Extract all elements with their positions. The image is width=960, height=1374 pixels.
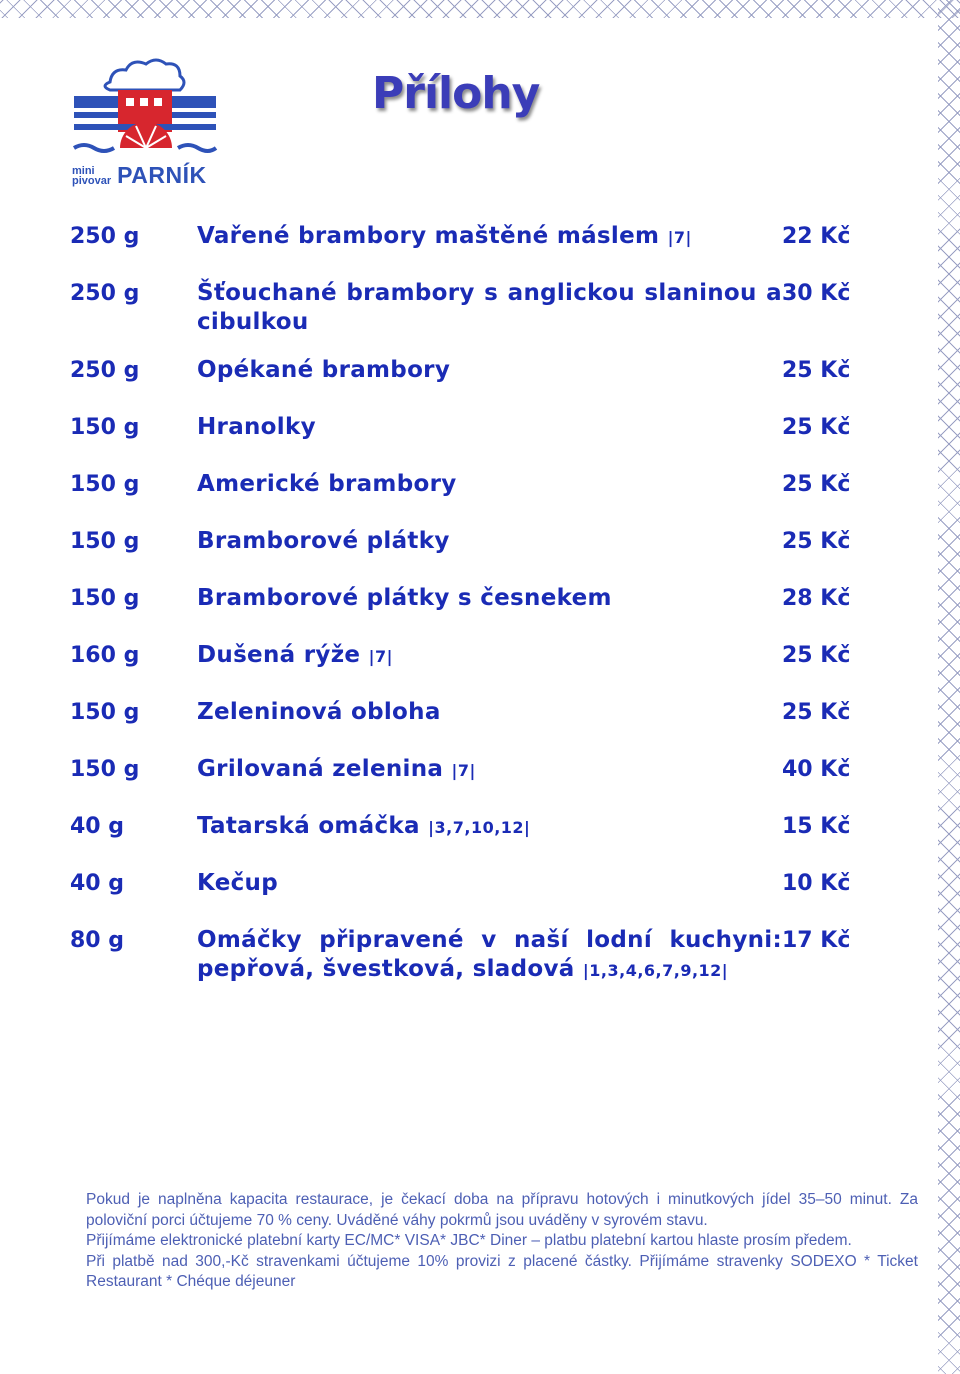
item-name-text: Dušená rýže [197,642,361,668]
logo-name: PARNÍK [117,162,207,188]
menu-item [70,698,870,728]
item-price: 25 Kč [782,358,851,383]
item-name-text: Bramborové plátky [197,528,450,554]
item-weight: 40 g [70,871,125,896]
footer-note-cards: Přijímáme elektronické platební karty EC/MC* VISA* JBC* Diner – platbu platební kartou hlaste prosím předem. [86,1232,852,1249]
item-name-text: Grilovaná zelenina [197,756,444,782]
item-name-text: Tatarská omáčka [197,813,420,839]
item-weight: 150 g [70,757,140,782]
item-name [197,527,782,557]
item-allergens: |7| [451,761,476,780]
item-weight: 250 g [70,358,140,383]
item-name [197,470,782,500]
decorative-border-right [938,0,960,1374]
footer-notes [86,1190,918,1293]
item-weight: 150 g [70,472,140,497]
item-name [197,222,782,252]
item-allergens: |3,7,10,12| [428,818,531,837]
logo-subtitle [72,166,111,186]
item-name-text: Vařené brambory maštěné máslem [197,223,660,249]
menu-item [70,926,870,985]
footer-note-vouchers: Při platbě nad 300,-Kč stravenkami účtujeme 10% provizi z placené částky. Přijímáme stravenky SODEXO * Ticket Restaurant * Chéque déjeuner [86,1252,918,1290]
item-name [197,413,782,443]
item-name [197,356,782,386]
menu-item [70,470,870,500]
item-name-text: Omáčky připravené v naší lodní kuchyni: pepřová, švestková, sladová [197,927,782,982]
item-price: 15 Kč [782,814,851,839]
item-weight: 150 g [70,700,140,725]
item-allergens: |7| [368,647,393,666]
item-weight: 150 g [70,415,140,440]
menu-item [70,869,870,899]
item-price: 25 Kč [782,643,851,668]
menu-item [70,812,870,842]
menu-item [70,527,870,557]
item-name [197,279,782,337]
item-name [197,926,782,985]
item-name [197,641,782,671]
item-name [197,698,782,728]
item-weight: 150 g [70,529,140,554]
menu-item [70,279,870,337]
item-name-text: Zeleninová obloha [197,699,441,725]
item-name [197,755,782,785]
item-name [197,869,782,899]
item-price: 10 Kč [782,871,851,896]
item-price: 22 Kč [782,224,851,249]
item-weight: 250 g [70,281,140,306]
item-name-text: Šťouchané brambory s anglickou slaninou a cibulkou [197,280,782,335]
item-name [197,812,782,842]
item-name-text: Opékané brambory [197,357,451,383]
item-allergens: |1,3,4,6,7,9,12| [582,961,729,980]
menu-item [70,356,870,386]
menu-item [70,755,870,785]
logo-pivovar-text: pivovar [72,175,112,187]
item-price: 25 Kč [782,700,851,725]
item-price: 25 Kč [782,472,851,497]
item-weight: 150 g [70,586,140,611]
page-title: Přílohy [372,68,540,119]
item-price: 17 Kč [782,928,851,953]
item-name-text: Bramborové plátky s česnekem [197,585,612,611]
item-price: 25 Kč [782,415,851,440]
footer-note-capacity: Pokud je naplněna kapacita restaurace, je čekací doba na přípravu hotových i minutkových jídel 35–50 minut. Za poloviční porci účtujeme 70 % ceny. Uváděné váhy pokrmů jsou uváděny v syrovém stavu. [86,1191,918,1229]
logo-wordmark [72,164,207,186]
item-weight: 250 g [70,224,140,249]
menu-item [70,413,870,443]
item-name [197,584,782,614]
item-weight: 160 g [70,643,140,668]
logo-mini-text: mini [72,165,95,177]
item-price: 40 Kč [782,757,851,782]
item-price: 28 Kč [782,586,851,611]
menu-item [70,584,870,614]
item-price: 30 Kč [782,281,851,306]
decorative-border-top [0,0,960,18]
item-name-text: Hranolky [197,414,316,440]
item-price: 25 Kč [782,529,851,554]
item-weight: 40 g [70,814,125,839]
item-allergens: |7| [667,228,692,247]
item-name-text: Americké brambory [197,471,457,497]
item-name-text: Kečup [197,870,278,896]
menu-item [70,222,870,252]
item-weight: 80 g [70,928,125,953]
menu-item [70,641,870,671]
